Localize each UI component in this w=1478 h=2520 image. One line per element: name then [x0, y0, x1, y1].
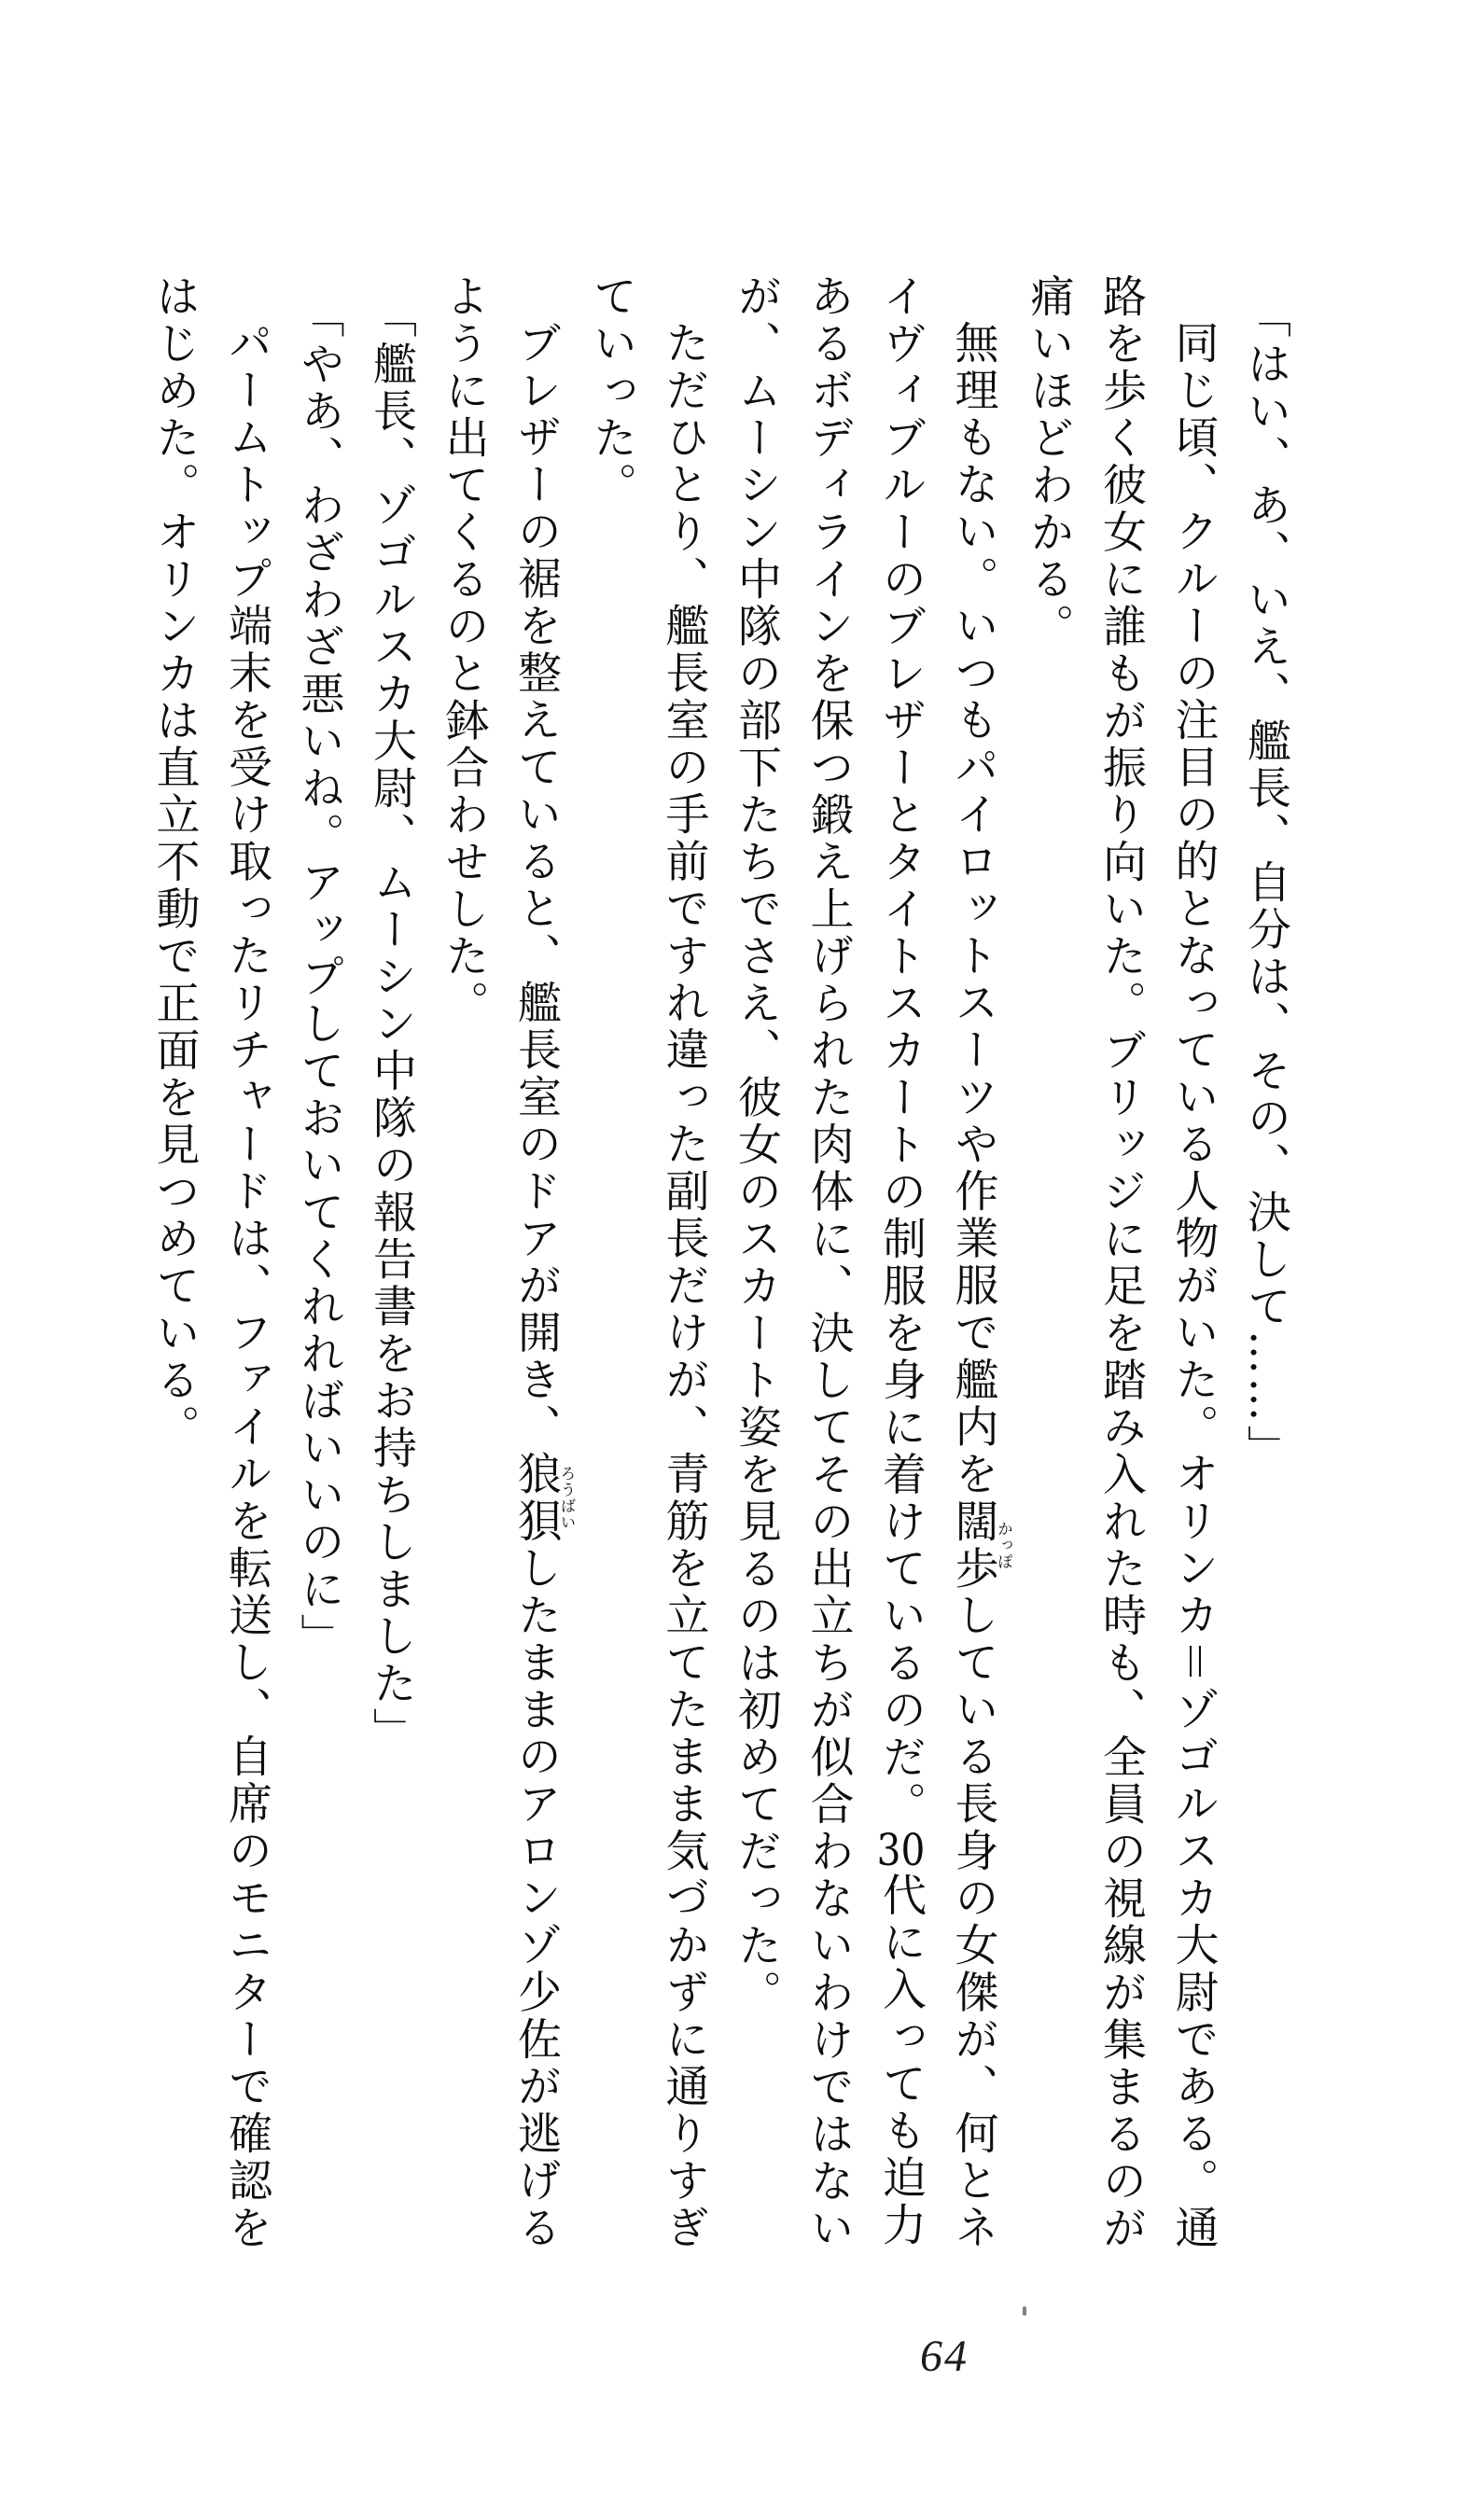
text-column: 路を歩く彼女に誰もが振り向いた。ブリッジに足を踏み入れた時も、全員の視線が集まるのが	[1095, 273, 1147, 2252]
text-column: はじめた。オリンカは直立不動で正面を見つめている。	[148, 273, 201, 1452]
text-column: 「はい、あ、いえ、艦長、自分は、その、決して……」	[1240, 294, 1291, 1472]
text-column: イヴィブルーのブレザーとタイトスカートの制服を身に着けているのだ。30代に入っても迫力	[875, 273, 927, 2249]
vertical-text-block	[144, 273, 1302, 2289]
text-column: 「やあ、わざわざ悪いね。アップしておいてくれればいいのに」	[293, 294, 345, 1661]
text-column: パームトップ端末を受け取ったリチャードは、ファイルを転送し、自席のモニターで確認を	[221, 320, 272, 2252]
page-number: 64	[920, 2332, 969, 2381]
text-column: ただひとり、艦長室の手前ですれ違った副長だけが、青筋を立てたまま気づかずに通りすぎ	[658, 320, 710, 2252]
scan-speck	[1023, 2306, 1026, 2316]
text-column: ブレザーの裾を整えていると、艦長室のドアが開き、狼狽ろうばいしたままのアロンゾ少佐が逃げる	[510, 320, 576, 2252]
text-column: 痛いほどわかる。	[1023, 273, 1075, 650]
text-column: あるボディラインを保つ鍛え上げられた肉体に、決してその出立ちが似合わないわけではない	[802, 273, 855, 2252]
text-column: 無理もない。いつもパイロットスーツや作業服で艦内を闊歩かっぽしている長身の女傑が、何とネ	[947, 320, 1013, 2252]
text-column: 同じ頃、クルーの注目の的となっている人物がいた。オリンカ＝ゾゴルスカ大尉である。通	[1167, 320, 1220, 2252]
text-column: ていった。	[586, 273, 637, 509]
text-column: ように出てくるのと鉢合わせした。	[438, 273, 490, 1027]
text-column: 「艦長、ゾゴルスカ大尉、ムーシン中隊の報告書をお持ちしました」	[366, 294, 417, 1755]
text-column: が、ムーシン中隊の部下たちでさえ、彼女のスカート姿を見るのは初めてだった。	[731, 273, 782, 2017]
